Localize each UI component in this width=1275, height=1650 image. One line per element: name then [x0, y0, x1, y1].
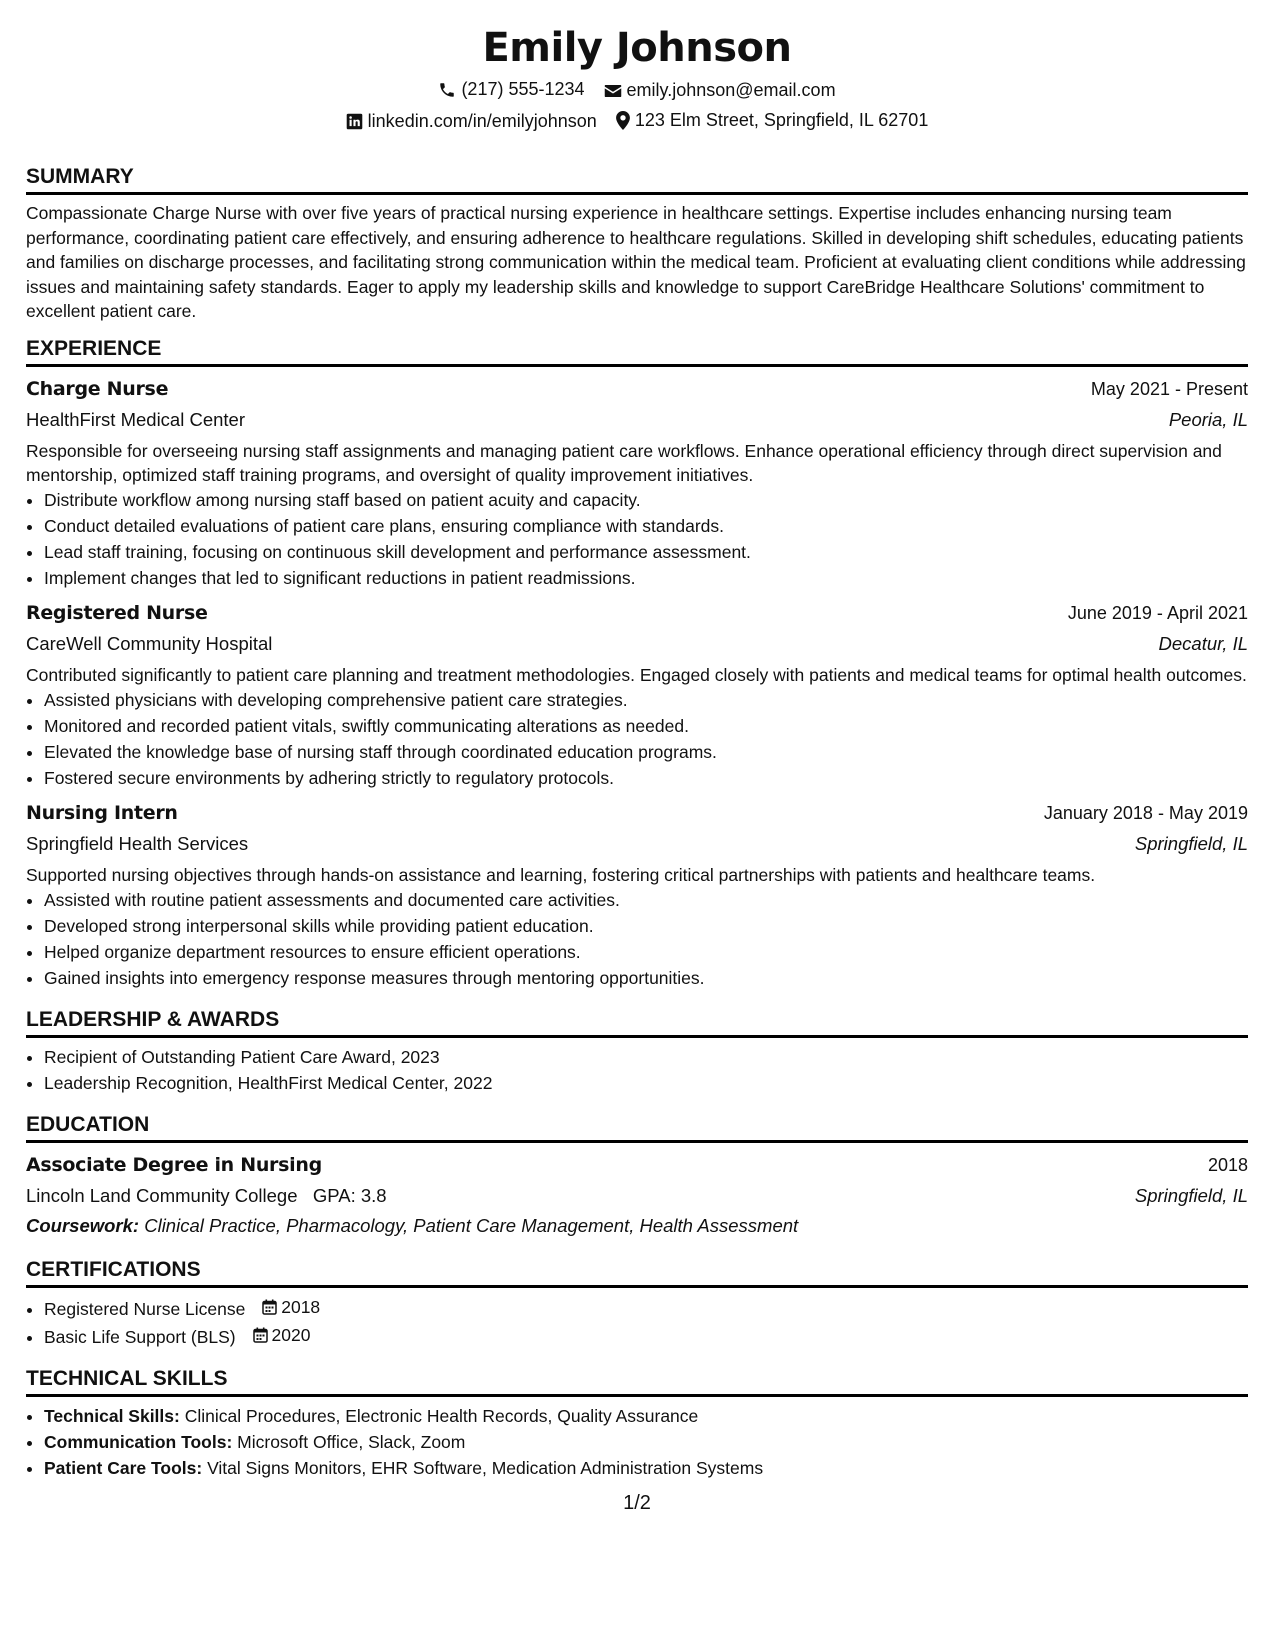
email-contact [604, 75, 836, 106]
skill-value: Clinical Procedures, Electronic Health Records, Quality Assurance [184, 1405, 699, 1426]
list-item: • Implement changes that led to significant reductions in patient readmissions. [44, 565, 1248, 591]
job-entry [26, 597, 1248, 791]
job-organization: Springfield Health Services [26, 832, 249, 854]
calendar-icon [253, 1327, 268, 1343]
job-bullets [26, 887, 1248, 991]
linkedin-icon [346, 113, 363, 130]
job-dates: June 2019 - April 2021 [1067, 602, 1248, 623]
coursework-line [26, 1211, 1248, 1241]
certifications-section [26, 1255, 1248, 1350]
street-address: 123 Elm Street, Springfield, IL 62701 [634, 110, 929, 130]
job-description: Contributed significantly to patient care planning and treatment methodologies. Engaged closely with patients and medical teams for optimal health outcomes. [26, 664, 1247, 685]
list-item: • Fostered secure environments by adhering strictly to regulatory protocols. [44, 765, 1248, 791]
certification-name: Basic Life Support (BLS) [44, 1326, 236, 1347]
job-entry [26, 797, 1248, 991]
list-item: • Assisted with routine patient assessments and documented care activities. [44, 887, 1248, 913]
certification-date [253, 1322, 311, 1348]
job-entry [26, 373, 1248, 591]
phone-number: (217) 555-1234 [461, 79, 585, 99]
skill-label: Technical Skills: [44, 1405, 180, 1426]
skills-section [26, 1364, 1248, 1481]
contact-row-1 [26, 74, 1248, 105]
job-organization: CareWell Community Hospital [26, 632, 273, 654]
list-item: • Elevated the knowledge base of nursing staff through coordinated education programs. [44, 739, 1248, 765]
list-item: • Assisted physicians with developing comprehensive patient care strategies. [44, 687, 1248, 713]
coursework-label: Coursework: [26, 1214, 140, 1236]
summary-text: Compassionate Charge Nurse with over five years of practical nursing experience in healthcare settings. Expertise includes enhancing nursing team performance, coordinating patient care effectively, and ensuring adherence to healthcare regulations. Skilled in developing shift schedules, educating patients and families on discharge processes, and facilitating strong communication within the medical team. Proficient at evaluating client conditions while addressing issues and maintaining safety standards. Eager to apply my leadership skills and knowledge to support CareBridge Healthcare Solutions' commitment to excellent patient care. [26, 203, 1246, 321]
job-dates: January 2018 - May 2019 [1043, 802, 1248, 823]
list-item [44, 1455, 1248, 1481]
section-title-certifications: CERTIFICATIONS [26, 1255, 1248, 1288]
job-title: Nursing Intern [26, 801, 178, 824]
skill-value: Microsoft Office, Slack, Zoom [237, 1431, 466, 1452]
section-title-education: EDUCATION [26, 1110, 1248, 1143]
list-item: • Conduct detailed evaluations of patient care plans, ensuring compliance with standards. [44, 513, 1248, 539]
job-location: Peoria, IL [1168, 408, 1248, 430]
section-title-leadership: LEADERSHIP & AWARDS [26, 1005, 1248, 1038]
list-item: • Developed strong interpersonal skills while providing patient education. [44, 913, 1248, 939]
page-number: 1/2 [623, 1492, 651, 1514]
job-location: Springfield, IL [1134, 832, 1248, 854]
section-title-skills: TECHNICAL SKILLS [26, 1364, 1248, 1397]
phone-icon [438, 81, 456, 99]
list-item: • Helped organize department resources to ensure efficient operations. [44, 939, 1248, 965]
job-title: Charge Nurse [26, 377, 169, 400]
gpa: GPA: 3.8 [312, 1184, 387, 1206]
skills-list [26, 1403, 1248, 1481]
list-item [44, 1429, 1248, 1455]
map-pin-icon [616, 111, 630, 130]
school-line [26, 1181, 387, 1211]
job-description: Responsible for overseeing nursing staff assignments and managing patient care workflows. Enhance operational efficiency through direct supervision and mentorship, optimized staff training programs, and oversight of quality improvement initiatives. [26, 440, 1222, 485]
school-name: Lincoln Land Community College [26, 1184, 298, 1206]
contact-row-2 [26, 105, 1248, 136]
school-location: Springfield, IL [1134, 1184, 1248, 1206]
list-item: • Lead staff training, focusing on continuous skill development and performance assessment. [44, 539, 1248, 565]
phone-contact [438, 74, 584, 105]
list-item [44, 1294, 1248, 1322]
resume-page [26, 0, 1248, 1514]
certification-year: 2018 [281, 1296, 321, 1317]
job-location: Decatur, IL [1158, 632, 1248, 654]
skill-label: Communication Tools: [44, 1431, 233, 1452]
address-contact [616, 105, 929, 136]
job-dates: May 2021 - Present [1090, 378, 1248, 399]
skill-label: Patient Care Tools: [44, 1457, 203, 1478]
leadership-section [26, 1005, 1248, 1096]
coursework-list: Clinical Practice, Pharmacology, Patient Care Management, Health Assessment [144, 1214, 799, 1236]
skill-value: Vital Signs Monitors, EHR Software, Medication Administration Systems [207, 1457, 764, 1478]
degree-name: Associate Degree in Nursing [26, 1153, 322, 1176]
linkedin-url: linkedin.com/in/emilyjohnson [367, 111, 597, 131]
job-description: Supported nursing objectives through hands-on assistance and learning, fostering critical partnerships with patients and healthcare teams. [26, 864, 1096, 885]
awards-list [26, 1044, 1248, 1096]
envelope-icon [604, 83, 622, 99]
certification-date [262, 1294, 320, 1320]
certification-name: Registered Nurse License [44, 1298, 246, 1319]
job-title: Registered Nurse [26, 601, 208, 624]
job-bullets [26, 487, 1248, 591]
list-item: • Leadership Recognition, HealthFirst Medical Center, 2022 [44, 1070, 1248, 1096]
summary-section [26, 162, 1248, 324]
experience-section [26, 334, 1248, 991]
calendar-icon [262, 1299, 277, 1315]
job-organization: HealthFirst Medical Center [26, 408, 245, 430]
list-item: • Recipient of Outstanding Patient Care Award, 2023 [44, 1044, 1248, 1070]
section-title-experience: EXPERIENCE [26, 334, 1248, 367]
list-item: • Monitored and recorded patient vitals, swiftly communicating alterations as needed. [44, 713, 1248, 739]
education-section [26, 1110, 1248, 1241]
candidate-name: Emily Johnson [482, 25, 792, 71]
certification-year: 2020 [271, 1324, 311, 1345]
linkedin-contact [346, 106, 597, 137]
certifications-list [26, 1294, 1248, 1350]
list-item: • Distribute workflow among nursing staff based on patient acuity and capacity. [44, 487, 1248, 513]
list-item [44, 1403, 1248, 1429]
list-item: • Gained insights into emergency response measures through mentoring opportunities. [44, 965, 1248, 991]
graduation-year: 2018 [1207, 1154, 1248, 1175]
section-title-summary: SUMMARY [26, 162, 1248, 195]
email-address: emily.johnson@email.com [626, 80, 836, 100]
job-bullets [26, 687, 1248, 791]
list-item [44, 1322, 1248, 1350]
